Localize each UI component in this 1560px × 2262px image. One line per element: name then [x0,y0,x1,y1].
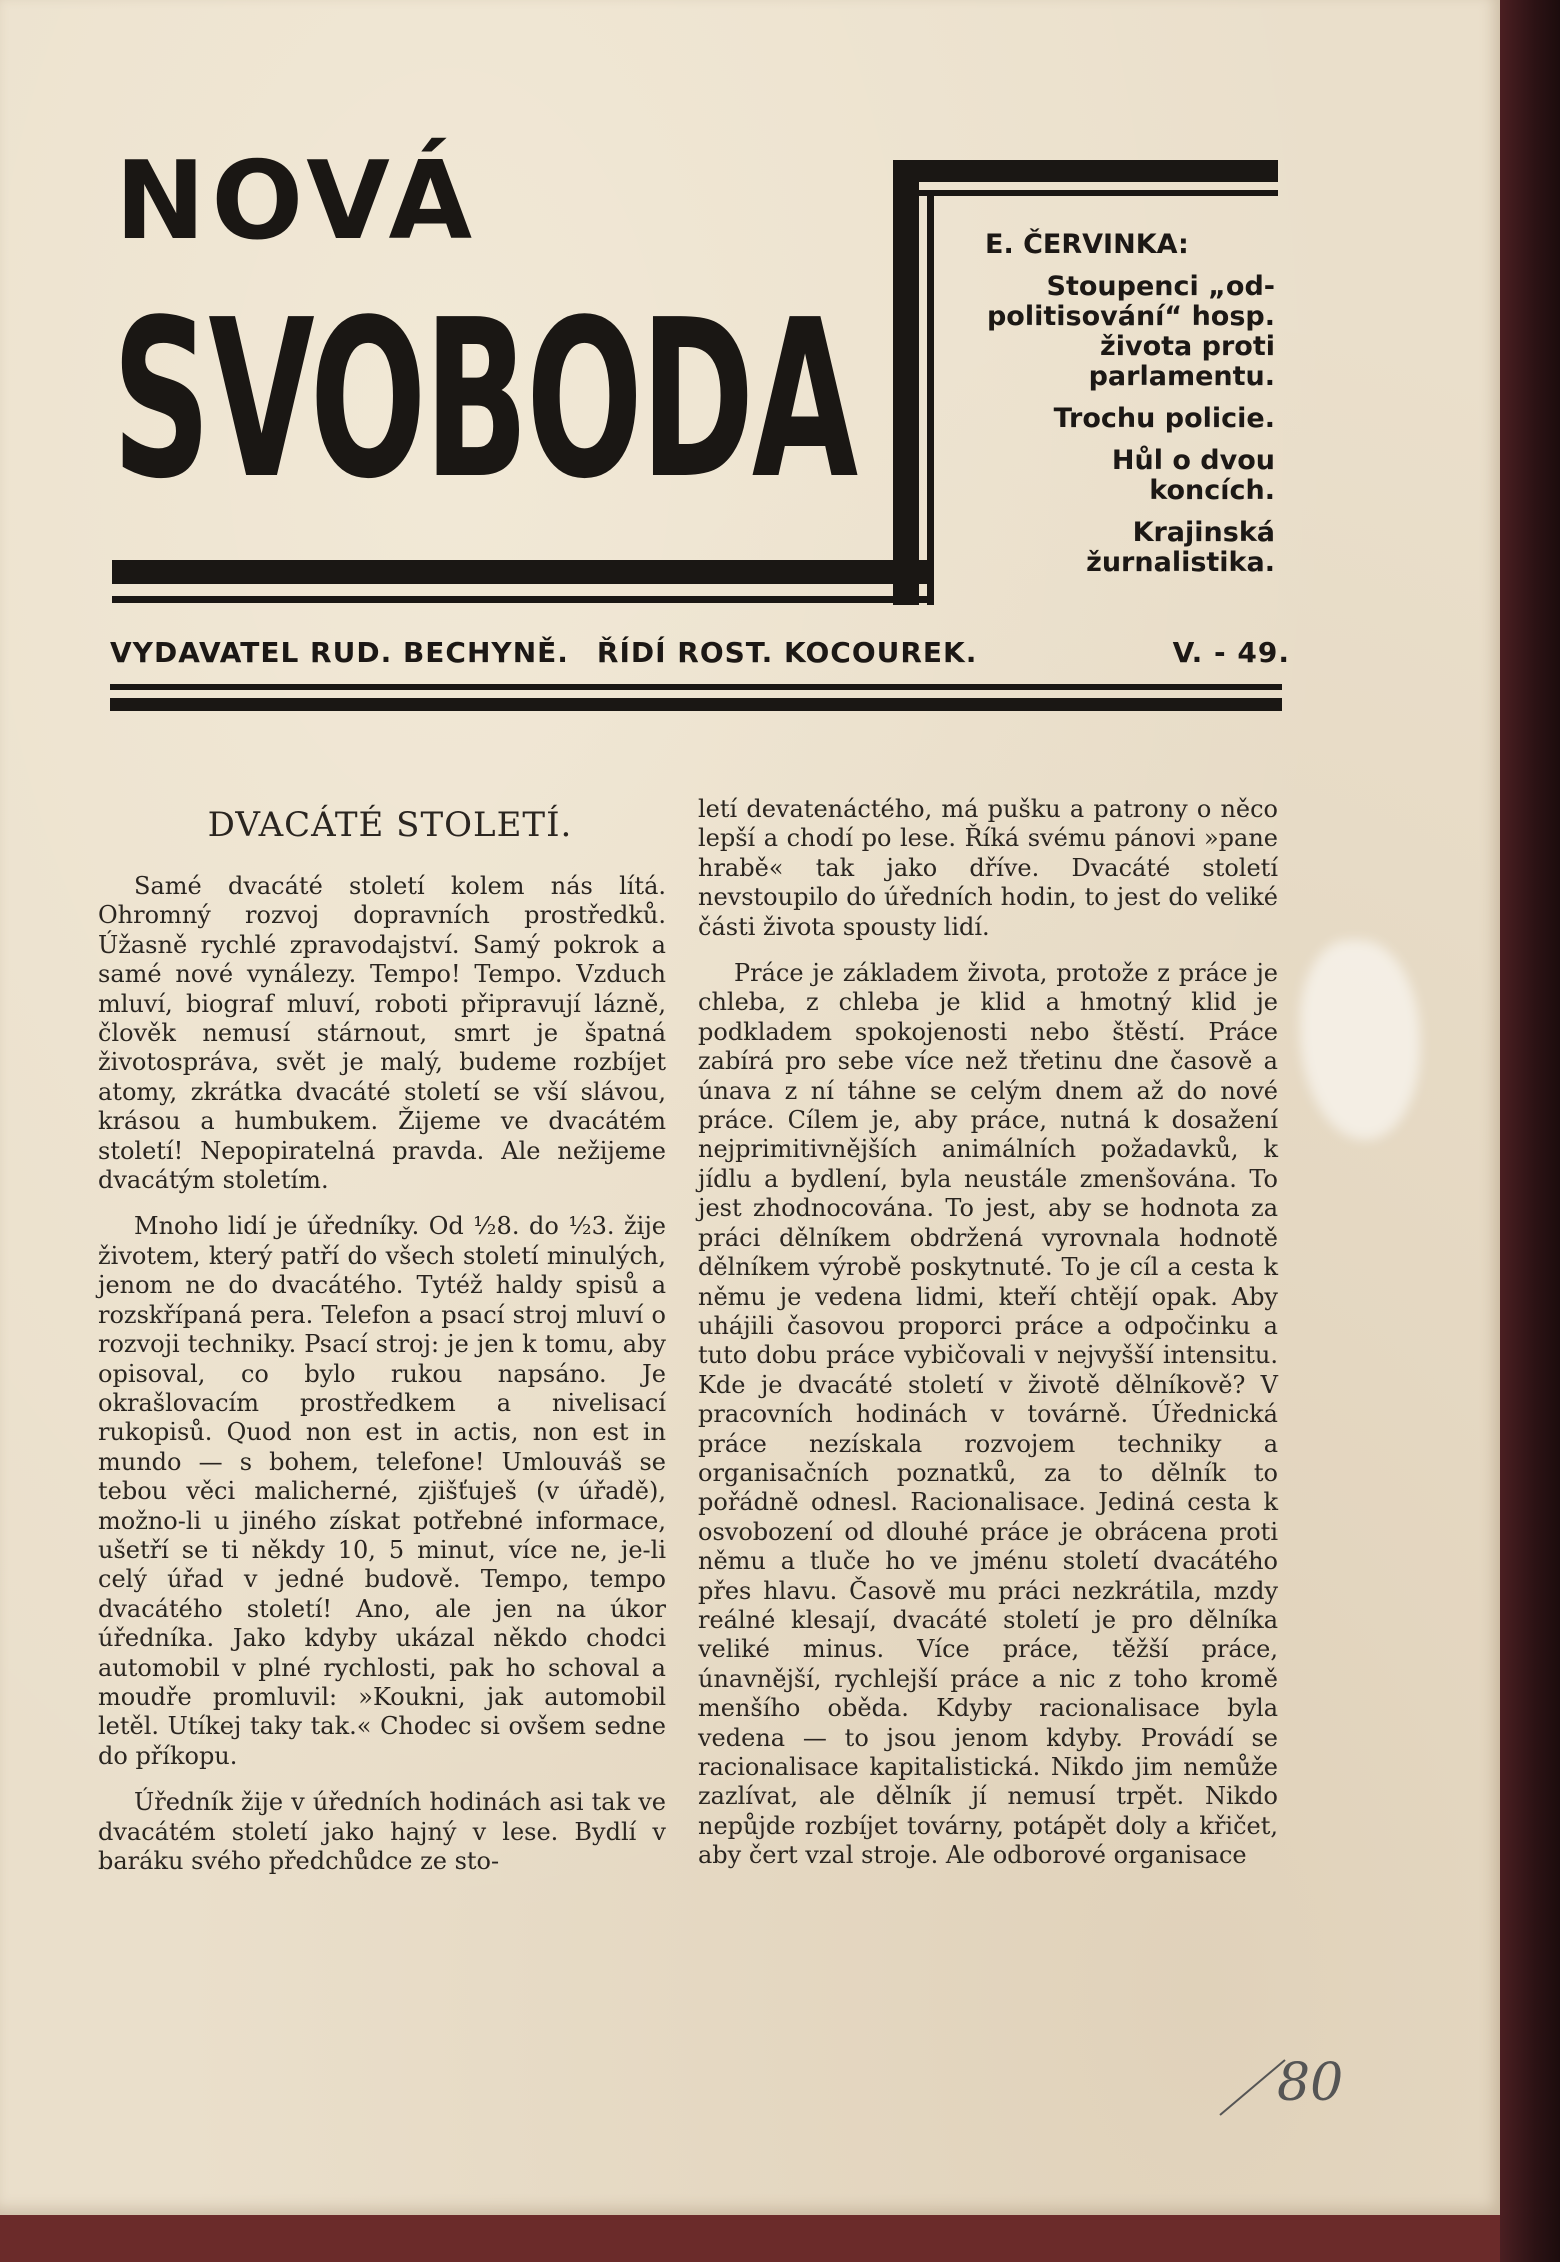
article-title: DVACÁTÉ STOLETÍ. [207,805,573,845]
byline-editor: ŘÍDÍ ROST. KOCOUREK. [596,636,978,669]
masthead-frame-top-thin [893,190,1278,196]
masthead-title-top: NOVÁ [115,139,479,264]
toc-item: Hůl o dvou koncích. [1111,445,1275,506]
masthead-frame-left-thin [927,190,934,605]
paragraph: Mnoho lidí je úředníky. Od ½8. do ½3. žije životem, který patří do všech století minulých, jenom ne do dvacátého. Tytéž haldy spisů a rozskřípaná pera. Telefon a psací stroj mluví o rozvoji techniky. Psací stroj: je jen k tomu, aby opisoval, co bylo rukou napsáno. Je okrašlovacím prostředkem a nivelisací rukopisů. Quod non est in actis, non est in mundo — s bohem, telefone! Umlouváš se tebou věci malicherné, zjišťuješ (v úřadě), možno-li u jiného získat potřebné informace, ušetří se ti někdy 10, 5 minut, více ne, je-li celý úřad v jedné budově. Tempo, tempo dvacátého století! Ano, ale jen na úkor úředníka. Jako kdyby ukázal někdo chodci automobil v plné rychlosti, pak ho schoval a moudře promluvil: »Koukni, jak automobil letěl. Utíkej taky tak.« Chodec si ovšem sedne do příkopu. [98,1212,666,1770]
toc-item: Trochu policie. [1053,403,1275,434]
byline-publisher: VYDAVATEL RUD. BECHYNĚ. [110,636,569,669]
pencil-number: 80 [1277,2053,1344,2113]
toc-author: E. ČERVINKA: [985,229,1189,260]
paragraph: Úředník žije v úředních hodinách asi tak ve dvacátém století jako hajný v lese. Bydlí v baráku svého předchůdce ze sto- [98,1788,666,1875]
paragraph: Práce je základem života, protože z práce je chleba, z chleba je klid a hmotný klid je podkladem spokojenosti nebo štěstí. Práce zabírá pro sebe více než třetinu dne časově a únava z ní táhne se celým dnem až do nové práce. Cílem je, aby práce, nutná k dosažení nejprimitivnějších animálních požadavků, k jídlu a bydlení, byla neustále zmenšována. To jest zhodnocována. To jest, aby se hodnota za práci dělníkem obdržená vyrovnala hodnotě dělníkem výrobě poskytnuté. To je cíl a cesta k němu je vedena lidmi, kteří chtějí opak. Aby uhájili časovou proporci práce a odpočinku a tuto dobu práce vybičovali v nejvyšší intensitu. Kde je dvacáté století v životě dělníkově? V pracovních hodinách v továrně. Úřednická práce nezískala rozvojem techniky a organisačních poznatků, za to dělník to pořádně odnesl. Racionalisace. Jediná cesta k osvobození od dlouhé práce je obrácena proti němu a tluče ho ve jménu století dvacátého přes hlavu. Časově mu práci nezkrátila, mzdy reálné klesají, dvacáté století je pro dělníka veliké minus. Více práce, těžší práce, únavnější, rychlejší práce a nic z toho kromě menšího oběda. Kdyby racionalisace byla vedena — to jsou jenom kdyby. Provádí se racionalisace kapitalistická. Nikdo jim nemůže zazlívat, ale dělník jí nemusí trpět. Nikdo nepůjde rozbíjet továrny, potápět doly a křičet, aby čert vzal stroje. Ale odborové organisace [698,959,1278,1870]
article-column-left [98,872,666,1893]
cover-edge [0,2215,1500,2262]
byline [110,636,1290,669]
pencil-annotation [1215,2030,1345,2120]
article-column-right [698,795,1278,1888]
masthead-frame-bottom-thin [112,596,934,603]
masthead-frame-top [893,160,1278,182]
paragraph: letí devatenáctého, má pušku a patrony o něco lepší a chodí po lese. Říká svému pánovi »pane hrabě« tak jako dříve. Dvacáté století nevstoupilo do úředních hodin, to jest do veliké části života spousty lidí. [698,795,1278,941]
table-of-contents [985,230,1275,590]
binding-edge [1500,0,1560,2262]
masthead-frame-left [893,160,919,605]
header-rule-thick [110,698,1282,711]
masthead-title-main: SVOBODA [112,274,856,527]
toc-item: Stoupenci „od-politisování“ hosp. života proti parlamentu. [986,271,1275,392]
paper-stain [1300,940,1420,1140]
byline-volume: V. - 49. [1172,636,1290,669]
masthead-frame-bottom [112,560,934,584]
paragraph: Samé dvacáté století kolem nás lítá. Ohromný rozvoj dopravních prostředků. Úžasně rychlé zpravodajství. Samý pokrok a samé nové vynálezy. Tempo! Tempo. Vzduch mluví, biograf mluví, roboti připravují lázně, člověk nemusí stárnout, smrt je špatná životospráva, svět je malý, budeme rozbíjet atomy, zkrátka dvacáté století se vší slávou, krásou a humbukem. Žijeme ve dvacátém století! Nepopiratelná pravda. Ale nežijeme dvacátým stoletím. [98,872,666,1195]
header-rule-thin [110,684,1282,690]
toc-item: Krajinská žurnalistika. [1086,517,1275,578]
